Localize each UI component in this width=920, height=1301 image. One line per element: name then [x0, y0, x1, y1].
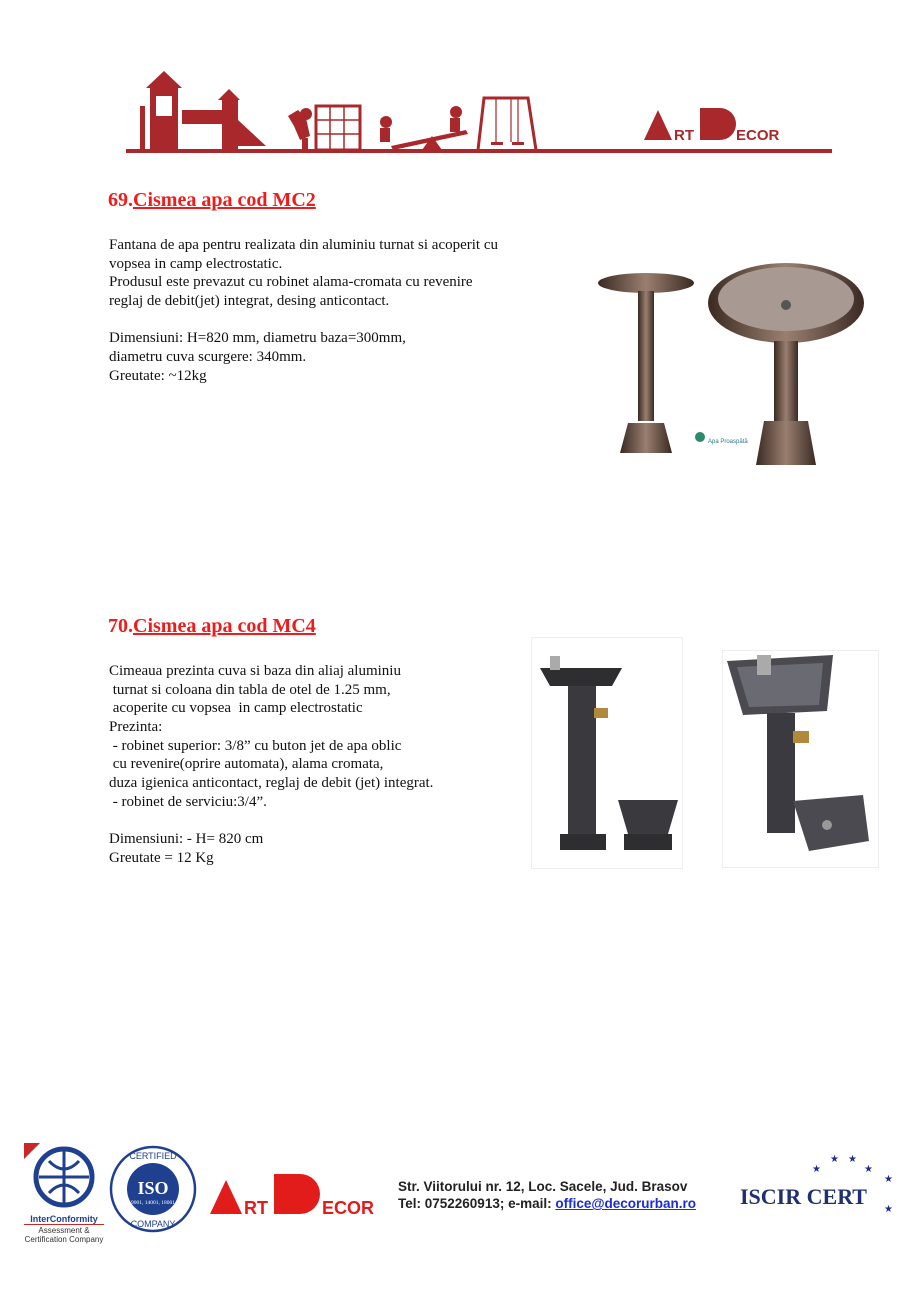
product-name: Cismea apa cod MC2	[133, 189, 316, 211]
leaf-icon	[695, 432, 705, 442]
description-line: Dimensiuni: H=820 mm, diametru baza=300mm,	[109, 330, 406, 347]
header-banner	[126, 68, 832, 156]
description-line: turnat si coloana din tabla de otel de 1.25 mm,	[109, 681, 391, 698]
svg-text:ISCIR CERT: ISCIR CERT	[740, 1184, 867, 1209]
phone: Tel: 0752260913; e-mail:	[398, 1196, 556, 1211]
description-line: cu revenire(oprire automata), alama cromata,	[109, 756, 384, 773]
description-line: reglaj de debit(jet) integrat, desing anticontact.	[109, 293, 390, 310]
svg-text:★: ★	[884, 1204, 893, 1215]
address: Str. Viitorului nr. 12, Loc. Sacele, Jud. Brasov	[398, 1179, 688, 1194]
svg-text:★: ★	[812, 1164, 821, 1175]
description-line: Greutate = 12 Kg	[109, 849, 214, 866]
product-description	[109, 662, 433, 868]
svg-text:RT: RT	[244, 1198, 268, 1218]
artdecor-logo	[644, 108, 780, 144]
product-image-mc4-angle	[722, 650, 879, 868]
product-description	[109, 236, 498, 386]
svg-text:ECOR: ECOR	[322, 1198, 375, 1218]
description-line: - robinet superior: 3/8” cu buton jet de apa oblic	[109, 737, 402, 754]
svg-text:★: ★	[864, 1164, 873, 1175]
footer-contact	[398, 1178, 696, 1212]
svg-text:CERTIFIED: CERTIFIED	[129, 1151, 177, 1161]
description-line: Dimensiuni: - H= 820 cm	[109, 831, 264, 848]
artdecor-footer-logo	[210, 1170, 390, 1220]
svg-text:COMPANY: COMPANY	[130, 1219, 176, 1229]
product-title	[108, 615, 316, 638]
product-title	[108, 189, 316, 212]
product-number: 70.	[108, 615, 133, 637]
svg-text:★: ★	[884, 1174, 893, 1185]
playground-illustration	[126, 68, 832, 156]
svg-text:★: ★	[848, 1154, 857, 1165]
description-line: acoperite cu vopsea in camp electrostatic	[109, 700, 363, 717]
description-line: Cimeaua prezinta cuva si baza din aliaj aluminiu	[109, 663, 401, 679]
interconformity-subtitle: Assessment & Certification Company	[24, 1226, 104, 1244]
iso-certified-logo	[108, 1144, 198, 1234]
description-line: Prezinta:	[109, 719, 163, 736]
description-line: vopsea in camp electrostatic.	[109, 255, 283, 272]
iscir-cert-logo	[738, 1148, 898, 1218]
svg-text:★: ★	[830, 1154, 839, 1165]
product-image-mc2	[598, 253, 866, 473]
svg-text:RT: RT	[674, 127, 694, 144]
image-label: Apa Proaspătă	[708, 439, 748, 445]
description-line: Produsul este prevazut cu robinet alama-cromata cu revenire	[109, 274, 473, 291]
product-name: Cismea apa cod MC4	[133, 615, 316, 637]
svg-text:ECOR: ECOR	[736, 127, 780, 144]
svg-text:ISO: ISO	[137, 1178, 169, 1198]
description-line: - robinet de serviciu:3/4”.	[109, 793, 267, 810]
description-line: duza igienica anticontact, reglaj de debit (jet) integrat.	[109, 775, 434, 792]
description-line: Fantana de apa pentru realizata din aluminiu turnat si acoperit cu	[109, 237, 499, 253]
email-link[interactable]: office@decorurban.ro	[555, 1196, 697, 1211]
interconformity-logo	[24, 1143, 104, 1244]
description-line: Greutate: ~12kg	[109, 367, 207, 384]
description-line: diametru cuva scurgere: 340mm.	[109, 349, 307, 366]
product-image-mc4-front	[531, 637, 683, 869]
product-number: 69.	[108, 189, 133, 211]
interconformity-name: InterConformity	[30, 1214, 98, 1224]
svg-text:9001, 14001, 18001: 9001, 14001, 18001	[131, 1200, 175, 1206]
